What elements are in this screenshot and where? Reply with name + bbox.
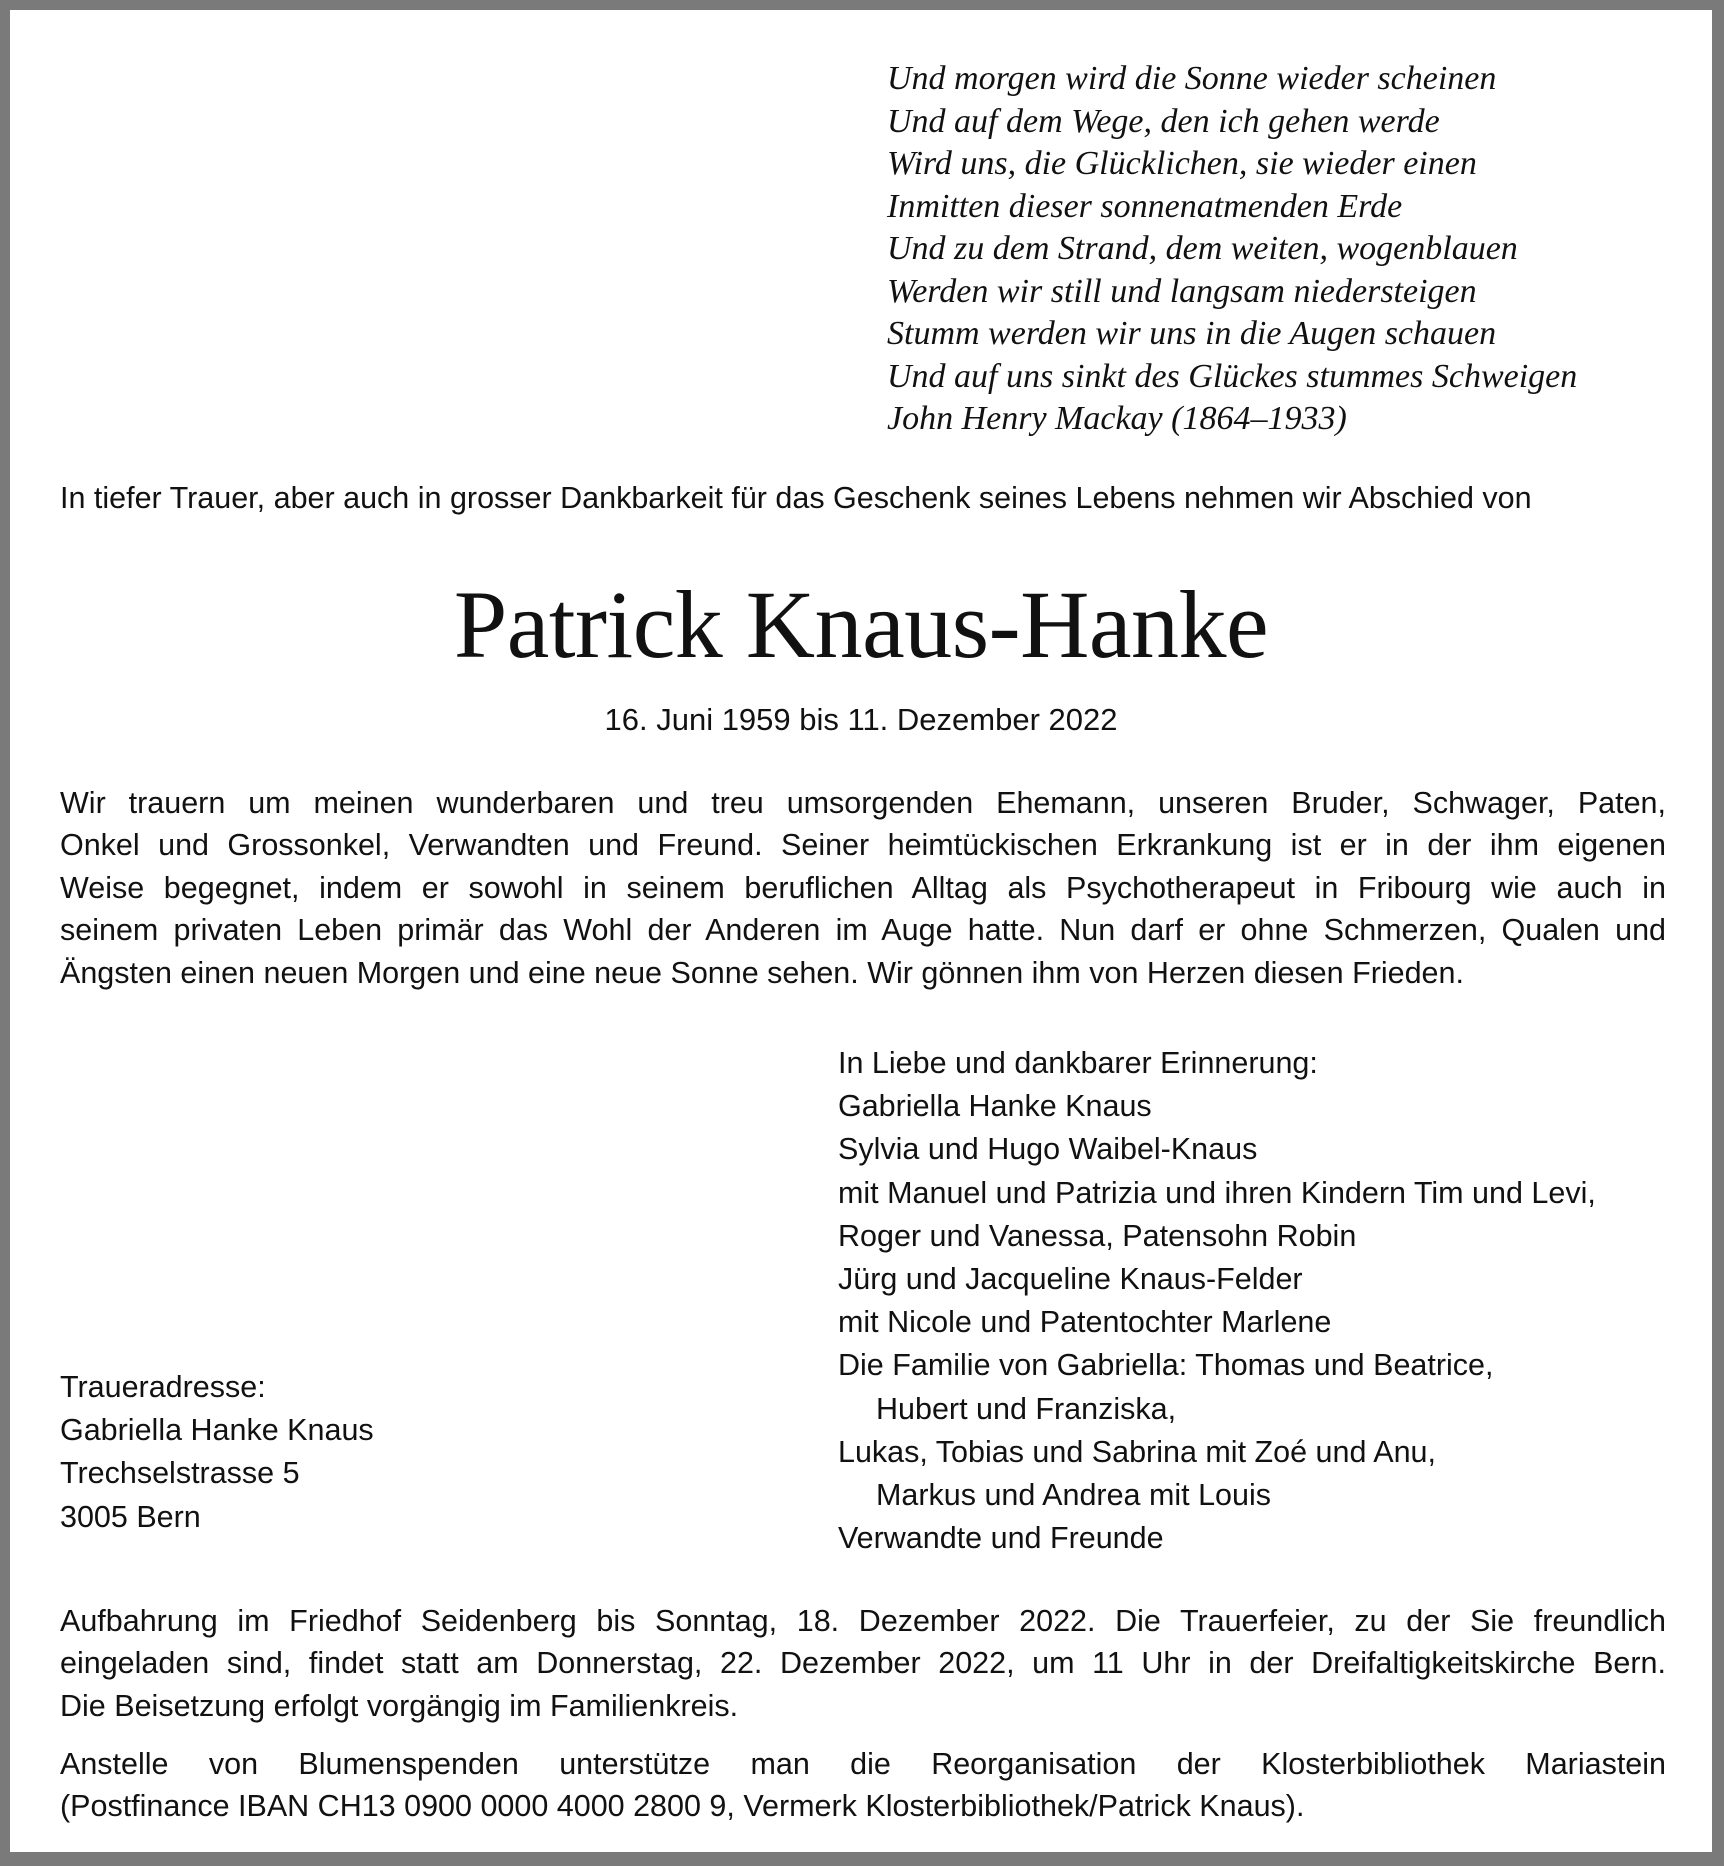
- ceremony-line: eingeladen sind, findet statt am Donnerstag, 22. Dezember 2022, um 11 Uhr in der Dreifaltigkeitskirche Bern.: [60, 1646, 1666, 1681]
- tribute-line: Ängsten einen neuen Morgen und eine neue Sonne sehen. Wir gönnen ihm von Herzen diesen Frieden.: [60, 955, 1464, 990]
- donation-line: (Postfinance IBAN CH13 0900 0000 4000 2800 9, Vermerk Klosterbibliothek/Patrick Knaus).: [60, 1789, 1305, 1824]
- mourners-list: [838, 1042, 1596, 1560]
- tribute-line: Onkel und Grossonkel, Verwandten und Freund. Seiner heimtückischen Erkrankung ist er in der ihm eigenen: [60, 828, 1666, 863]
- mourner-entry: Roger und Vanessa, Patensohn Robin: [838, 1218, 1357, 1253]
- intro-text: In tiefer Trauer, aber auch in grosser Dankbarkeit für das Geschenk seines Lebens nehmen wir Abschied von: [60, 481, 1532, 515]
- poem-line: Und morgen wird die Sonne wieder scheinen: [887, 60, 1497, 97]
- mourner-entry: Jürg und Jacqueline Knaus-Felder: [838, 1262, 1303, 1297]
- tribute-line: seinem privaten Leben primär das Wohl der Anderen im Auge hatte. Nun darf er ohne Schmerzen, Qualen und: [60, 913, 1666, 948]
- mourner-entry: Lukas, Tobias und Sabrina mit Zoé und Anu,: [838, 1434, 1436, 1469]
- address-city: 3005 Bern: [60, 1499, 201, 1534]
- poem-line: Und auf uns sinkt des Glückes stummes Schweigen: [887, 357, 1578, 395]
- address-name: Gabriella Hanke Knaus: [60, 1413, 374, 1448]
- mourner-entry: mit Nicole und Patentochter Marlene: [838, 1305, 1332, 1340]
- mourner-entry: Die Familie von Gabriella: Thomas und Beatrice,: [838, 1348, 1494, 1383]
- mourner-entry: Sylvia und Hugo Waibel-Knaus: [838, 1132, 1258, 1167]
- tribute-line: Weise begegnet, indem er sowohl in seinem beruflichen Alltag als Psychotherapeut in Fribourg wie auch in: [60, 870, 1666, 905]
- poem-line: Und zu dem Strand, dem weiten, wogenblauen: [887, 230, 1518, 267]
- tribute-paragraph: [60, 782, 1666, 994]
- mourner-entry: Hubert und Franziska,: [876, 1391, 1177, 1426]
- poem-block: [887, 58, 1577, 441]
- ceremony-line: Die Beisetzung erfolgt vorgängig im Familienkreis.: [60, 1688, 739, 1723]
- mourner-entry: mit Manuel und Patrizia und ihren Kindern Tim und Levi,: [838, 1175, 1596, 1210]
- obituary-page: [10, 10, 1712, 1852]
- deceased-name: Patrick Knaus-Hanke: [453, 571, 1269, 678]
- ceremony-line: Aufbahrung im Friedhof Seidenberg bis Sonntag, 18. Dezember 2022. Die Trauerfeier, zu der Sie freundlich: [60, 1604, 1666, 1638]
- mourner-entry: Gabriella Hanke Knaus: [838, 1089, 1152, 1124]
- poem-line: Werden wir still und langsam niedersteigen: [887, 272, 1477, 310]
- donation-line: Anstelle von Blumenspenden unterstütze man die Reorganisation der Klosterbibliothek Mariastein: [60, 1747, 1666, 1781]
- address-heading: Traueradresse:: [60, 1370, 266, 1404]
- ceremony-paragraph: [60, 1600, 1666, 1727]
- poem-line: Stumm werden wir uns in die Augen schauen: [887, 315, 1497, 352]
- mourners-heading: In Liebe und dankbarer Erinnerung:: [838, 1046, 1318, 1080]
- poem-author: John Henry Mackay (1864–1933): [887, 400, 1347, 437]
- mourning-address: [60, 1366, 374, 1539]
- mourner-entry: Verwandte und Freunde: [838, 1521, 1164, 1556]
- donation-paragraph: [60, 1743, 1666, 1828]
- tribute-line: Wir trauern um meinen wunderbaren und treu umsorgenden Ehemann, unseren Bruder, Schwager, Paten,: [60, 786, 1666, 820]
- poem-line: Wird uns, die Glücklichen, sie wieder einen: [887, 145, 1477, 182]
- mourner-entry: Markus und Andrea mit Louis: [876, 1478, 1272, 1513]
- life-dates: 16. Juni 1959 bis 11. Dezember 2022: [604, 702, 1118, 737]
- poem-line: Und auf dem Wege, den ich gehen werde: [887, 102, 1440, 140]
- address-street: Trechselstrasse 5: [60, 1456, 300, 1491]
- poem-line: Inmitten dieser sonnenatmenden Erde: [887, 187, 1403, 225]
